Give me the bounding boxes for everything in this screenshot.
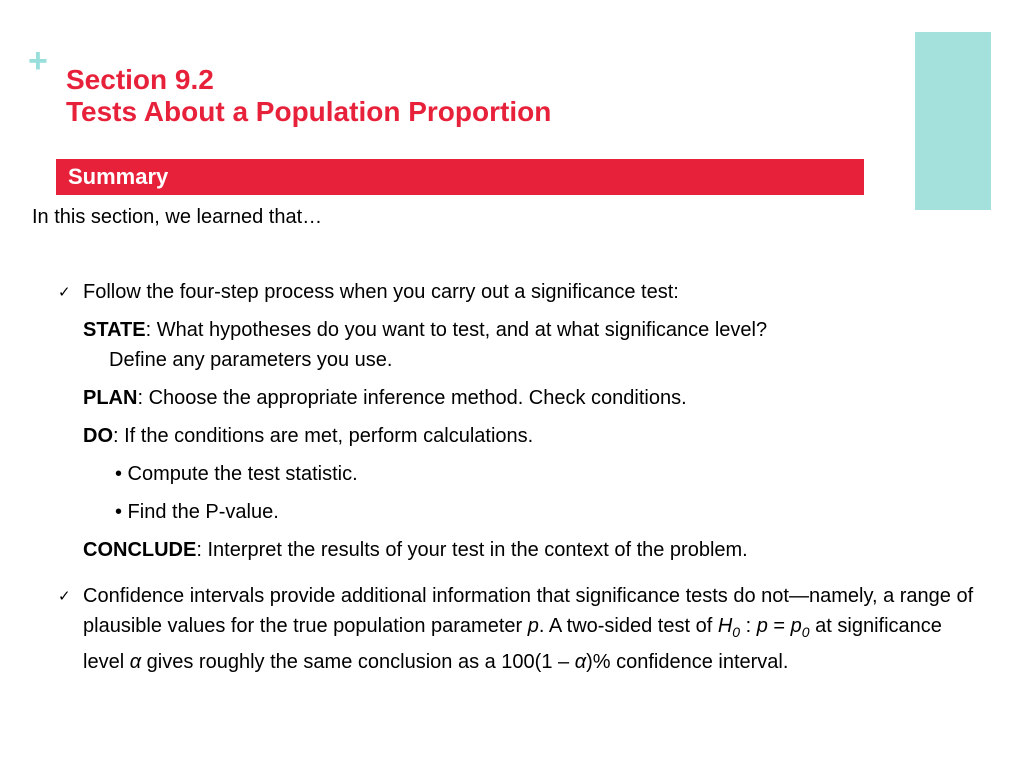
equals-sign: =	[767, 615, 791, 637]
step-do-sub-item-1: • Compute the test statistic.	[115, 463, 358, 485]
bullet-confidence-intervals	[58, 581, 988, 677]
summary-banner	[56, 159, 864, 195]
title-line-1: Section 9.2	[66, 64, 214, 95]
step-do-text: : If the conditions are met, perform calculations.	[113, 425, 534, 447]
bullet-1-text: Follow the four-step process when you carry out a significance test:	[83, 281, 679, 303]
step-do	[58, 421, 988, 451]
parameter-p0-subscript: 0	[801, 624, 810, 640]
step-conclude-label: CONCLUDE	[83, 539, 197, 561]
decorative-side-block	[915, 32, 991, 210]
null-hypothesis-symbol: H	[717, 615, 733, 637]
step-plan-label: PLAN	[83, 387, 138, 409]
bullet-2-text-part-1: Confidence intervals provide additional information that significance tests do not—namely, a range of plausible values for the true population parameter	[83, 585, 974, 637]
plus-icon: +	[28, 42, 48, 80]
checkmark-icon: ✓	[58, 588, 71, 605]
slide-title	[66, 64, 551, 128]
parameter-p: p	[527, 615, 539, 637]
step-plan	[58, 383, 988, 413]
alpha-symbol: α	[129, 651, 142, 673]
parameter-p0: p	[790, 615, 802, 637]
step-conclude	[58, 535, 988, 565]
bullet-2-text-part-5: )% confidence interval.	[586, 651, 789, 673]
checkmark-icon: ✓	[58, 284, 71, 301]
step-do-sub-item-2: • Find the P-value.	[115, 501, 279, 523]
parameter-p-hypothesis: p	[756, 615, 768, 637]
null-hypothesis-subscript: 0	[732, 624, 741, 640]
bullet-2-text-part-3: at significance level	[83, 615, 942, 673]
slide-content	[58, 277, 988, 677]
step-do-label: DO	[83, 425, 113, 447]
step-conclude-text: : Interpret the results of your test in the context of the problem.	[196, 539, 748, 561]
step-state-continuation: Define any parameters you use.	[109, 349, 393, 371]
bullet-2-colon: :	[740, 615, 757, 637]
alpha-symbol-2: α	[574, 651, 587, 673]
step-state	[58, 315, 988, 375]
title-line-2: Tests About a Population Proportion	[66, 96, 552, 127]
step-state-label: STATE	[83, 319, 146, 341]
bullet-four-step-process	[58, 277, 988, 307]
intro-text: In this section, we learned that…	[32, 206, 323, 228]
step-state-text: : What hypotheses do you want to test, and at what significance level?	[145, 319, 768, 341]
step-plan-text: : Choose the appropriate inference method. Check conditions.	[137, 387, 687, 409]
bullet-2-text-part-2: . A two-sided test of	[538, 615, 718, 637]
summary-banner-label: Summary	[68, 164, 169, 189]
bullet-2-text-part-4: gives roughly the same conclusion as a 100(1 –	[141, 651, 575, 673]
